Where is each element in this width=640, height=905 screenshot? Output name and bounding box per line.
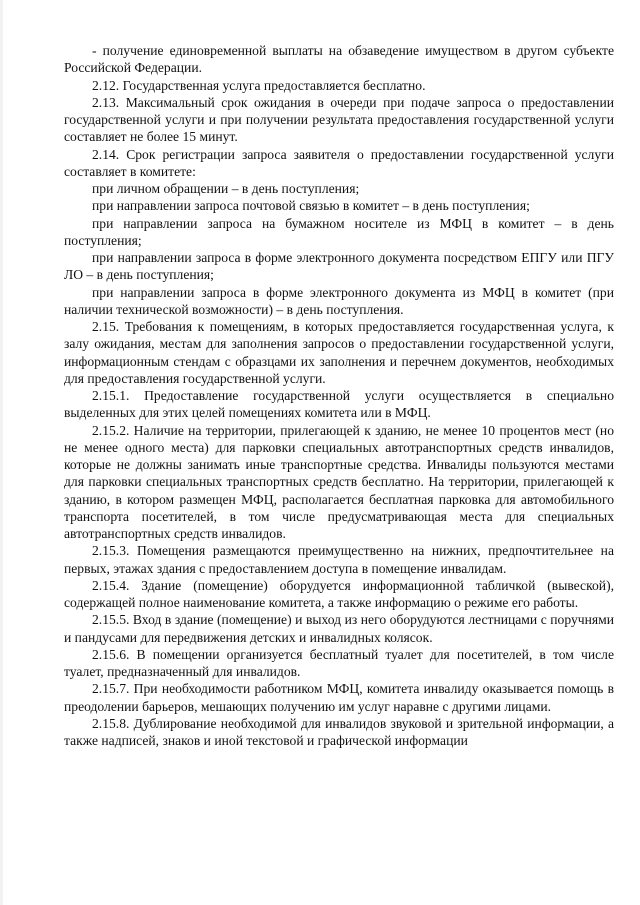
paragraph-2-12: 2.12. Государственная услуга предоставляется бесплатно. — [92, 77, 426, 93]
paragraph-personal-visit: при личном обращении – в день поступления; — [92, 181, 360, 196]
paragraph-2-15-6: 2.15.6. В помещении организуется бесплатный туалет для посетителей, в том числе туалет, предназначенный для инвалидов. — [64, 646, 614, 679]
paragraph-2-15-2: 2.15.2. Наличие на территории, прилегающей к зданию, не менее 10 процентов мест (но не менее одного места) для парковки специальных автотранспортных средств инвалидов, которые не должны занимать иные транспортные средства. Инвалиды пользуются местами для парковки специальных транспортных средств бесплатно. На территории, прилегающей к зданию, в котором размещен МФЦ, располагается бесплатная парковка для автомобильного транспорта посетителей, в том числе предусматривающая места для специальных автотранспортных средств инвалидов. — [64, 422, 614, 541]
paragraph-epgu: при направлении запроса в форме электронного документа посредством ЕПГУ или ПГУ ЛО – в день поступления; — [64, 250, 614, 283]
paragraph-2-15: 2.15. Требования к помещениям, в которых предоставляется государственная услуга, к залу ожидания, местам для заполнения запросов о предоставлении государственной услуги, информационным стендам с образцами их заполнения и перечнем документов, необходимых для предоставления государственной услуги. — [64, 319, 614, 386]
paragraph-2-15-7: 2.15.7. При необходимости работником МФЦ, комитета инвалиду оказывается помощь в преодолении барьеров, мешающих получению им услуг наравне с другими лицами. — [64, 681, 614, 714]
paragraph-2-14: 2.14. Срок регистрации запроса заявителя о предоставлении государственной услуги составляет в комитете: — [64, 146, 614, 179]
paragraph-lump-sum-payment: - получение единовременной выплаты на обзаведение имуществом в другом субъекте Российской Федерации. — [64, 43, 614, 76]
paragraph-electronic-mfc: при направлении запроса в форме электронного документа из МФЦ в комитет (при наличии технической возможности) – в день поступления. — [64, 284, 614, 317]
paragraph-2-15-4: 2.15.4. Здание (помещение) оборудуется информационной табличкой (вывеской), содержащей полное наименование комитета, а также информацию о режиме его работы. — [64, 577, 614, 610]
paragraph-2-15-3: 2.15.3. Помещения размещаются преимущественно на нижних, предпочтительнее на первых, этажах здания с предоставлением доступа в помещение инвалидам. — [64, 543, 614, 576]
paragraph-postal: при направлении запроса почтовой связью в комитет – в день поступления; — [92, 198, 530, 214]
paragraph-2-15-5: 2.15.5. Вход в здание (помещение) и выход из него оборудуются лестницами с поручнями и пандусами для передвижения детских и инвалидных колясок. — [64, 612, 614, 645]
scan-edge — [0, 0, 3, 905]
paragraph-paper-mfc: при направлении запроса на бумажном носителе из МФЦ в комитет – в день поступления; — [64, 215, 614, 248]
paragraph-2-13: 2.13. Максимальный срок ожидания в очереди при подаче запроса о предоставлении государственной услуги и при получении результата предоставления государственной услуги составляет не более 15 минут. — [64, 94, 614, 145]
paragraph-2-15-1: 2.15.1. Предоставление государственной услуги осуществляется в специально выделенных для этих целей помещениях комитета или в МФЦ. — [64, 388, 614, 421]
paragraph-2-15-8: 2.15.8. Дублирование необходимой для инвалидов звуковой и зрительной информации, а также надписей, знаков и иной текстовой и графической информации — [64, 715, 614, 748]
